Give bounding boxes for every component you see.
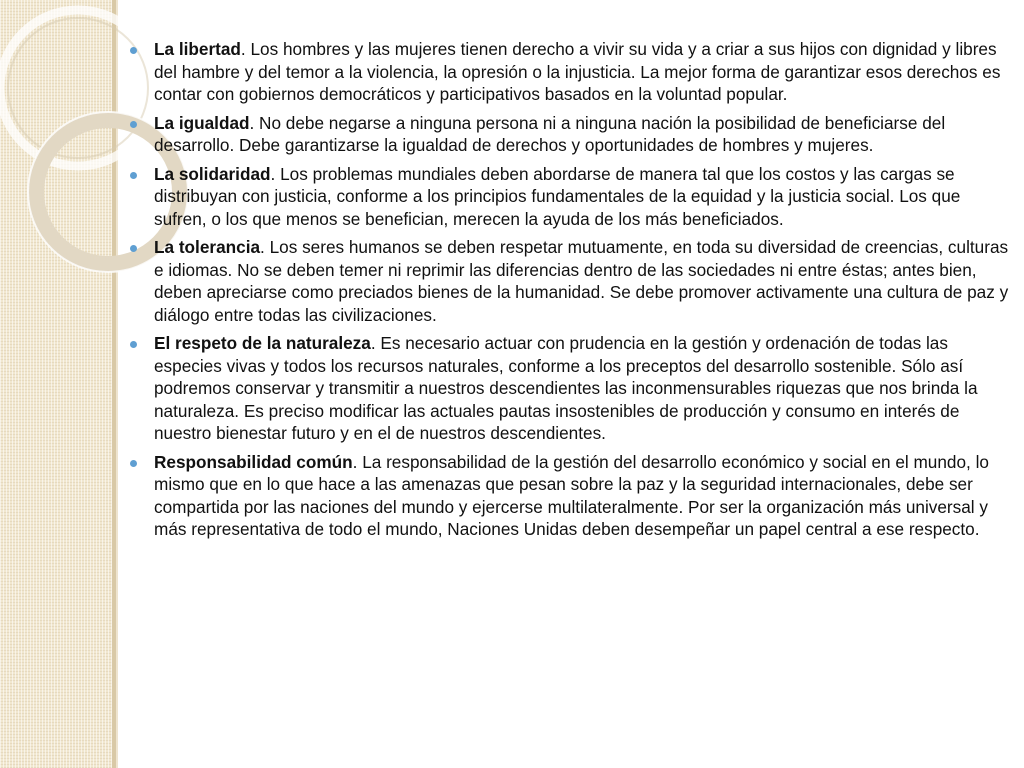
bullet-item-libertad: [130, 38, 1012, 106]
bullet-title: La libertad: [154, 39, 241, 59]
bullet-list: [130, 38, 1012, 547]
bullet-title: La solidaridad: [154, 163, 271, 184]
bullet-text: . Los hombres y las mujeres tienen derecho a vivir su vida y a criar a sus hijos con dignidad y libres del hambre y del temor a la violencia, la opresión o la injusticia. La mejor forma de garantizar esos derechos es contar con gobiernos democráticos y participativos basados en la voluntad popular.: [154, 39, 1001, 104]
bullet-item-naturaleza: [130, 332, 1012, 445]
bullet-dot-icon: [130, 245, 137, 252]
bullet-dot-icon: [130, 460, 137, 467]
bullet-text: . La responsabilidad de la gestión del desarrollo económico y social en el mundo, lo mismo que en lo que hace a las amenazas que pesan sobre la paz y la seguridad internacionales, debe ser compartida por las naciones del mundo y ejercerse multilateralmente. Por ser la organización más universal y más representativa de todo el mundo, Naciones Unidas deben desempeñar un papel central a ese respecto.: [154, 451, 989, 539]
bullet-item-responsabilidad: [130, 451, 1012, 541]
bullet-text: . Los problemas mundiales deben abordarse de manera tal que los costos y las cargas se distribuyan con justicia, conforme a los principios fundamentales de la equidad y la justicia social. Los que sufren, o los que menos se benefician, merecen la ayuda de los más beneficiados.: [154, 163, 961, 229]
bullet-dot-icon: [130, 121, 137, 128]
bullet-text: . Los seres humanos se deben respetar mutuamente, en toda su diversidad de creencias, culturas e idiomas. No se deben temer ni reprimir las diferencias dentro de las sociedades ni entre éstas; antes bien, deben apreciarse como preciados bienes de la humanidad. Se debe promover activamente una cultura de paz y diálogo entre todas las civilizaciones.: [154, 237, 1009, 325]
decorative-rings: [0, 0, 130, 330]
bullet-dot-icon: [130, 47, 137, 54]
bullet-item-igualdad: [130, 112, 1012, 157]
bullet-text: . Es necesario actuar con prudencia en la gestión y ordenación de todas las especies vivas y todos los recursos naturales, conforme a los preceptos del desarrollo sostenible. Sólo así podremos conservar y transmitir a nuestros descendientes las inconmensurables riquezas que nos brinda la naturaleza. Es preciso modificar las actuales pautas insostenibles de producción y consumo en interés de nuestro bienestar futuro y en el de nuestros descendientes.: [154, 333, 978, 443]
bullet-dot-icon: [130, 172, 137, 179]
bullet-dot-icon: [130, 341, 137, 348]
bullet-title: La igualdad: [154, 112, 250, 133]
bullet-title: La tolerancia: [154, 237, 261, 257]
bullet-item-solidaridad: [130, 163, 1012, 231]
bullet-item-tolerancia: [130, 236, 1012, 326]
bullet-title: El respeto de la naturaleza: [154, 333, 371, 353]
bullet-title: Responsabilidad común: [154, 451, 353, 472]
decorative-ring-upper-shadow: [8, 18, 148, 158]
bullet-text: . No debe negarse a ninguna persona ni a ninguna nación la posibilidad de beneficiarse del desarrollo. Debe garantizarse la igualdad de derechos y oportunidades de hombres y mujeres.: [154, 112, 946, 155]
